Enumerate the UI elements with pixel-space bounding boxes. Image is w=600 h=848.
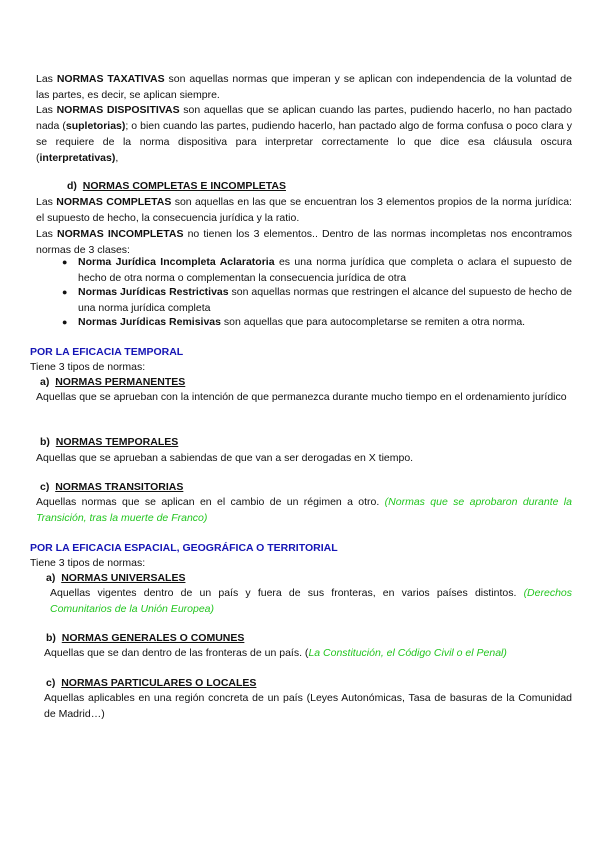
term-normas-dispositivas: NORMAS DISPOSITIVAS: [56, 104, 180, 116]
subheading-temporales: b) NORMAS TEMPORALES: [40, 436, 179, 448]
subheading-universales: a) NORMAS UNIVERSALES: [46, 572, 186, 584]
term-interpretativas: interpretativas): [39, 152, 116, 164]
note-generales: La Constitución, el Código Civil o el Penal): [308, 647, 507, 659]
subheading-permanentes: a) NORMAS PERMANENTES: [40, 376, 186, 388]
subheading-transitorias: c) NORMAS TRANSITORIAS: [40, 481, 184, 493]
bullet-icon: ●: [62, 287, 68, 297]
note-universales: (Derechos Comunitarios de la Unión Europea): [50, 587, 572, 615]
heading-eficacia-temporal: POR LA EFICACIA TEMPORAL: [30, 346, 184, 358]
text-particulares: Aquellas aplicables en una región concreta de un país (Leyes Autonómicas, Tasa de basuras de la Comunidad de Madrid…): [44, 692, 572, 720]
text-temporales: Aquellas que se aprueban a sabiendas de que van a ser derogadas en X tiempo.: [36, 452, 414, 464]
bullet-icon: ●: [62, 257, 68, 267]
text-transitorias: Aquellas normas que se aplican en el cambio de un régimen a otro. (Normas que se aprobaron durante la Transición, tras la muerte de Franco): [36, 496, 572, 524]
bullet-icon: ●: [62, 317, 68, 327]
paragraph-normas-completas: Las NORMAS COMPLETAS son aquellas en las que se encuentran los 3 elementos propios de la norma jurídica: el supuesto de hecho, la consecuencia jurídica y la ratio.: [36, 196, 572, 224]
heading-eficacia-espacial: POR LA EFICACIA ESPACIAL, GEOGRÁFICA O TERRITORIAL: [30, 542, 338, 554]
paragraph-normas-taxativas: Las NORMAS TAXATIVAS son aquellas normas que imperan y se aplican con independencia de la voluntad de las partes, es decir, se aplican siempre.: [36, 73, 572, 101]
list-item: ● Norma Jurídica Incompleta Aclaratoria es una norma jurídica que completa o aclara el supuesto de hecho de otra norma o complementan la consecuencia jurídica de otra: [62, 256, 572, 284]
text-generales: Aquellas que se dan dentro de las fronteras de un país. (La Constitución, el Código Civil o el Penal): [44, 647, 507, 659]
subheading-particulares: c) NORMAS PARTICULARES O LOCALES: [46, 677, 257, 689]
note-transitorias: (Normas que se aprobaron durante la Transición, tras la muerte de Franco): [36, 496, 572, 524]
paragraph-normas-dispositivas: Las NORMAS DISPOSITIVAS son aquellas que se aplican cuando las partes, pudiendo hacerlo, no han pactado nada (supletorias); o bien cuando las partes, pudiendo hacerlo, han pactado algo de forma confusa o poco clara y se requiere de la norma dispositiva para interpretar correctamente lo que dice esa cláusula oscura (interpretativas),: [36, 104, 572, 164]
intro-espacial: Tiene 3 tipos de normas:: [30, 557, 146, 569]
term-supletorias: supletorias): [65, 120, 126, 132]
text-universales: Aquellas vigentes dentro de un país y fuera de sus fronteras, en varios países distintos. (Derechos Comunitarios de la Unión Europea): [50, 587, 572, 615]
list-item: ● Normas Jurídicas Remisivas son aquellas que para autocompletarse se remiten a otra norma.: [62, 316, 526, 328]
intro-temporal: Tiene 3 tipos de normas:: [30, 361, 146, 373]
term-normas-taxativas: NORMAS TAXATIVAS: [56, 73, 165, 85]
section-title-completas-incompletas: NORMAS COMPLETAS E INCOMPLETAS: [82, 180, 286, 192]
subheading-generales: b) NORMAS GENERALES O COMUNES: [46, 632, 245, 644]
text-permanentes: Aquellas que se aprueban con la intención de que permanezca durante mucho tiempo en el ordenamiento jurídico: [36, 391, 567, 403]
paragraph-normas-incompletas: Las NORMAS INCOMPLETAS no tienen los 3 elementos.. Dentro de las normas incompletas nos encontramos normas de 3 clases:: [36, 228, 572, 256]
list-item: ● Normas Jurídicas Restrictivas son aquellas normas que restringen el alcance del supuesto de hecho de una norma jurídica completa: [62, 286, 572, 314]
section-heading-d: d) NORMAS COMPLETAS E INCOMPLETAS: [67, 180, 286, 192]
